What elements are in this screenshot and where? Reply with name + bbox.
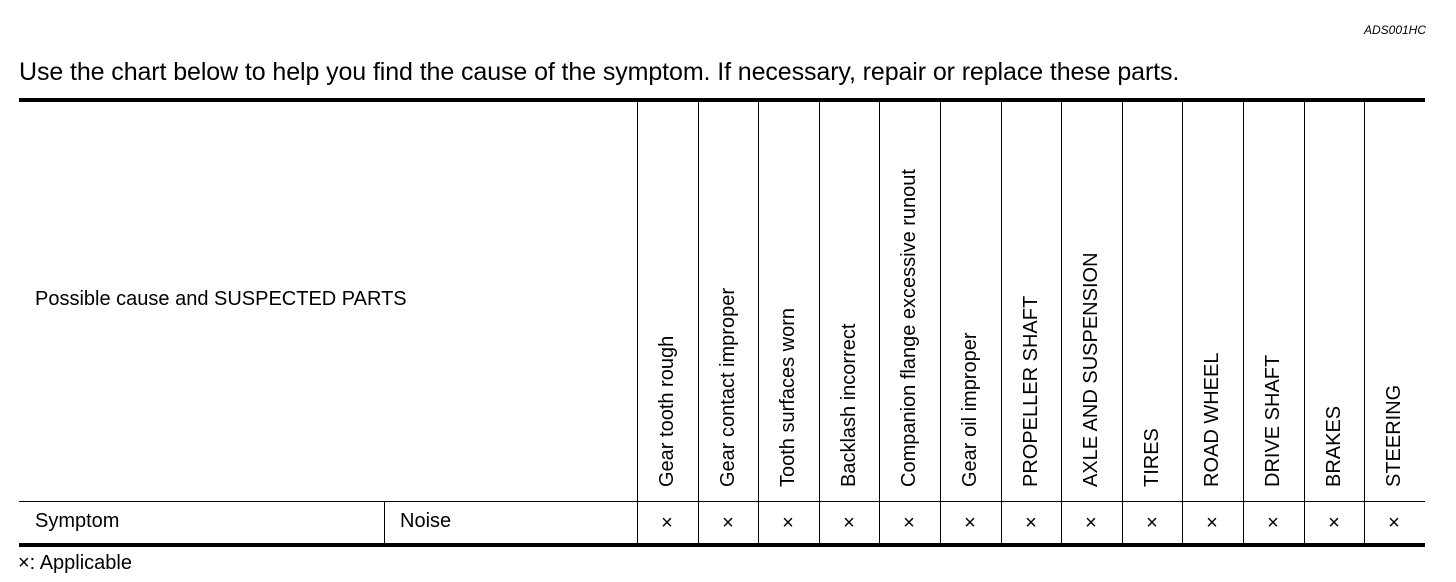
column-header-label: Companion flange excessive runout xyxy=(898,169,920,487)
applicable-mark: × xyxy=(1025,512,1037,534)
column-header-label: STEERING xyxy=(1383,384,1405,487)
applicable-mark: × xyxy=(903,512,915,534)
column-divider xyxy=(1182,102,1183,543)
column-header-label: DRIVE SHAFT xyxy=(1262,354,1284,487)
column-divider xyxy=(879,102,880,543)
symptom-divider xyxy=(384,502,385,543)
applicable-mark: × xyxy=(782,512,794,534)
column-header xyxy=(758,102,818,501)
column-header-label: Gear contact improper xyxy=(717,288,739,487)
applicable-mark: × xyxy=(1388,512,1400,534)
column-divider xyxy=(758,102,759,543)
table-header-label: Possible cause and SUSPECTED PARTS xyxy=(35,288,407,310)
column-header xyxy=(637,102,697,501)
column-divider xyxy=(1122,102,1123,543)
intro-text: Use the chart below to help you find the cause of the symptom. If necessary, repair or replace these parts. xyxy=(19,58,1180,86)
column-divider xyxy=(940,102,941,543)
applicable-mark: × xyxy=(964,512,976,534)
column-divider xyxy=(819,102,820,543)
table-header-rule xyxy=(19,501,1425,502)
applicable-mark: × xyxy=(843,512,855,534)
row-category-label: Symptom xyxy=(35,510,120,532)
row-symptom-label: Noise xyxy=(400,510,452,532)
table-bottom-rule xyxy=(19,543,1425,547)
column-divider xyxy=(637,102,638,543)
applicable-mark: × xyxy=(722,512,734,534)
column-header-label: Backlash incorrect xyxy=(838,323,860,487)
column-header-label: BRAKES xyxy=(1323,405,1345,487)
column-header-label: TIRES xyxy=(1141,428,1163,487)
column-divider xyxy=(1304,102,1305,543)
column-header-label: PROPELLER SHAFT xyxy=(1020,295,1042,487)
applicable-mark: × xyxy=(1206,512,1218,534)
column-header xyxy=(1061,102,1121,501)
column-header xyxy=(1001,102,1061,501)
column-header xyxy=(698,102,758,501)
applicable-mark: × xyxy=(1146,512,1158,534)
column-divider xyxy=(1061,102,1062,543)
column-header-label: AXLE AND SUSPENSION xyxy=(1080,252,1102,487)
column-header xyxy=(879,102,939,501)
column-divider xyxy=(1001,102,1002,543)
applicable-mark: × xyxy=(661,512,673,534)
column-header xyxy=(1182,102,1242,501)
column-header-label: Gear oil improper xyxy=(959,332,981,487)
column-header-label: Gear tooth rough xyxy=(656,335,678,487)
applicable-mark: × xyxy=(1085,512,1097,534)
applicable-mark: × xyxy=(1267,512,1279,534)
column-header xyxy=(1122,102,1182,501)
column-header xyxy=(1243,102,1303,501)
column-divider xyxy=(1243,102,1244,543)
legend-text: ×: Applicable xyxy=(18,552,132,574)
column-header xyxy=(1304,102,1364,501)
column-header xyxy=(819,102,879,501)
column-divider xyxy=(1364,102,1365,543)
column-header xyxy=(1364,102,1424,501)
applicable-mark: × xyxy=(1328,512,1340,534)
document-id: ADS001HC xyxy=(1363,23,1426,37)
column-header xyxy=(940,102,1000,501)
column-header-label: Tooth surfaces worn xyxy=(777,308,799,487)
column-header-label: ROAD WHEEL xyxy=(1201,352,1223,487)
column-divider xyxy=(698,102,699,543)
